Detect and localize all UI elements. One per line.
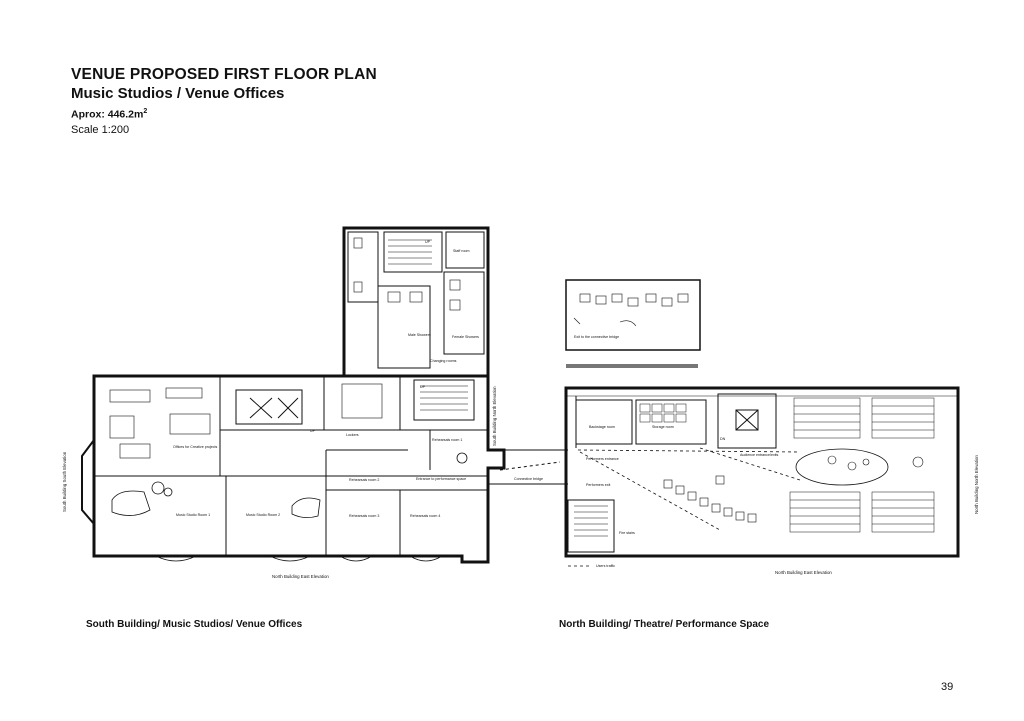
stage-oval	[796, 449, 888, 485]
bridge-view-plan	[566, 280, 700, 368]
label-performers-exit: Performers exit	[586, 483, 611, 487]
north-elevation-bottom: North Building East Elevation	[775, 570, 832, 575]
page-subtitle: Music Studios / Venue Offices	[71, 85, 285, 102]
backstage-room-outline	[576, 400, 632, 444]
label-dn: DN	[720, 437, 726, 441]
label-male-showers: Male Showers	[408, 333, 431, 337]
label-performers-entrance: Performers entrance	[586, 457, 619, 461]
lift-core	[236, 390, 302, 424]
label-rehearsal-3: Rehearsals room 3	[349, 514, 380, 518]
area-value: Aprox: 446.2m	[71, 108, 144, 121]
label-lockers: Lockers	[346, 433, 359, 437]
south-building-plan	[82, 228, 504, 562]
caption-south: South Building/ Music Studios/ Venue Offices	[86, 619, 303, 630]
label-audience: Audience entrance/exits	[740, 453, 779, 457]
label-storage: Storage room	[652, 425, 674, 429]
south-elevation-west: South Building South Elevation	[62, 451, 67, 512]
seating-lower	[790, 492, 934, 532]
label-rehearsal-1: Rehearsals room 1	[432, 438, 463, 442]
label-users-traffic: Users traffic	[596, 564, 616, 568]
label-changing-rooms: Changing rooms	[430, 359, 457, 363]
label-music-studio-2: Music Studio Room 2	[246, 513, 281, 517]
scale-label: Scale 1:200	[71, 124, 130, 136]
south-elevation-bottom: North Building East Elevation	[272, 574, 329, 579]
label-connective-bridge: Connective bridge	[514, 477, 543, 481]
page-number: 39	[941, 681, 954, 693]
seating-upper	[794, 398, 934, 438]
label-up-stair: UP	[420, 385, 425, 389]
label-female-showers: Female Showers	[452, 335, 479, 339]
label-fire-stairs: Fire stairs	[619, 531, 635, 535]
area-unit-sup: 2	[143, 108, 148, 115]
south-elevation-north-side: South Building North Elevation	[492, 386, 497, 446]
label-staff-room: Staff room	[453, 249, 470, 253]
label-backstage: Backstage room	[589, 425, 615, 429]
north-elevation-right: North Building North Elevation	[974, 455, 979, 514]
label-up-south: UP	[310, 429, 315, 433]
label-music-studio-1: Music Studio Room 1	[176, 513, 211, 517]
north-building-plan	[566, 388, 958, 566]
fire-stairs-outline	[568, 500, 614, 552]
wc-block	[348, 232, 378, 302]
label-rehearsal-2: Rehearsals room 2	[349, 478, 380, 482]
label-up-north: UP	[425, 240, 430, 244]
label-bridge-exit: Exit to the connective bridge	[574, 335, 620, 339]
page-title: VENUE PROPOSED FIRST FLOOR PLAN	[71, 66, 377, 83]
label-entrance-performance: Entrance to performance space	[416, 477, 467, 481]
label-rehearsal-4: Rehearsals room 4	[410, 514, 441, 518]
caption-north: North Building/ Theatre/ Performance Space	[559, 619, 770, 630]
label-offices: Offices for Creative projects	[173, 445, 218, 449]
stair-lift-core	[718, 394, 776, 448]
